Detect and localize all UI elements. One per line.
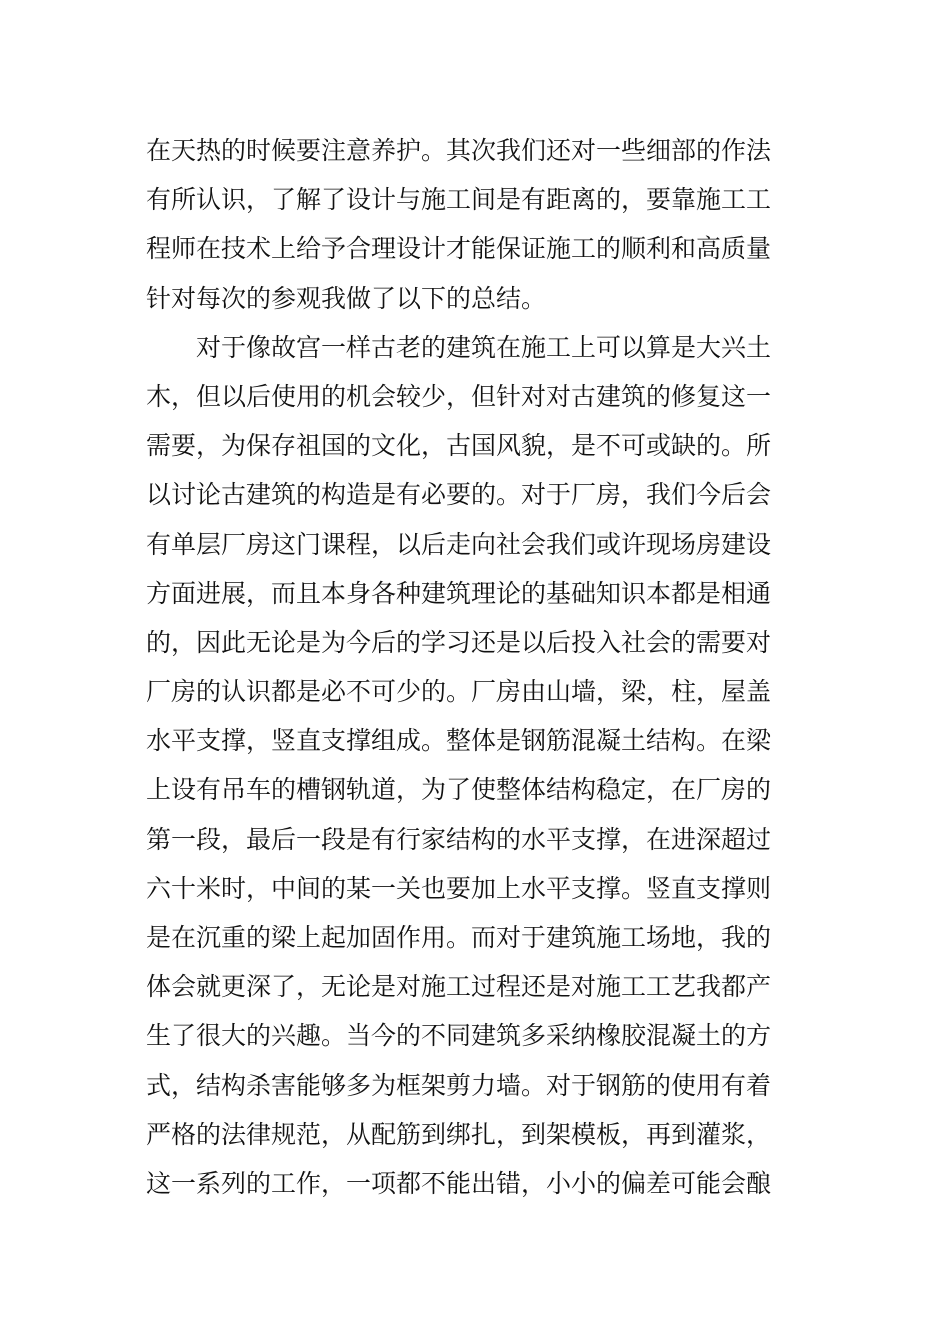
- text-line: 体会就更深了，无论是对施工过程还是对施工工艺我都产: [146, 972, 772, 1002]
- text-line: 严格的法律规范，从配筋到绑扎，到架模板，再到灌浆，: [146, 1119, 772, 1149]
- text-line: 的，因此无论是为今后的学习还是以后投入社会的需要对: [146, 627, 772, 657]
- text-line: 上设有吊车的槽钢轨道，为了使整体结构稳定，在厂房的: [146, 775, 772, 805]
- text-line: 程师在技术上给予合理设计才能保证施工的顺利和高质量: [146, 234, 772, 264]
- text-line: 有单层厂房这门课程，以后走向社会我们或许现场房建设: [146, 529, 772, 559]
- text-line: 木，但以后使用的机会较少，但针对对古建筑的修复这一: [146, 381, 772, 411]
- text-line: 以讨论古建筑的构造是有必要的。对于厂房，我们今后会: [146, 480, 772, 510]
- text-line: 是在沉重的梁上起加固作用。而对于建筑施工场地，我的: [146, 923, 772, 952]
- text-line: 方面进展，而且本身各种建筑理论的基础知识本都是相通: [146, 578, 772, 608]
- text-line: 有所认识，了解了设计与施工间是有距离的，要靠施工工: [146, 185, 772, 215]
- text-line: 水平支撑，竖直支撑组成。整体是钢筋混凝土结构。在梁: [146, 726, 772, 756]
- text-line: 对于像故宫一样古老的建筑在施工上可以算是大兴土: [146, 332, 772, 362]
- text-line: 需要，为保存祖国的文化，古国风貌，是不可或缺的。所: [146, 431, 772, 461]
- text-line: 这一系列的工作，一项都不能出错，小小的偏差可能会酿: [146, 1168, 772, 1198]
- body-text: [146, 126, 811, 1208]
- text-line: 生了很大的兴趣。当今的不同建筑多采纳橡胶混凝土的方: [146, 1021, 772, 1051]
- text-line: 针对每次的参观我做了以下的总结。: [146, 283, 547, 313]
- text-line: 厂房的认识都是必不可少的。厂房由山墙，梁，柱，屋盖: [146, 677, 772, 707]
- text-line: 第一段，最后一段是有行家结构的水平支撑，在进深超过: [146, 824, 772, 854]
- text-line: 在天热的时候要注意养护。其次我们还对一些细部的作法: [146, 136, 772, 165]
- text-line: 式，结构杀害能够多为框架剪力墙。对于钢筋的使用有着: [146, 1070, 772, 1100]
- text-line: 六十米时，中间的某一关也要加上水平支撑。竖直支撑则: [146, 873, 772, 903]
